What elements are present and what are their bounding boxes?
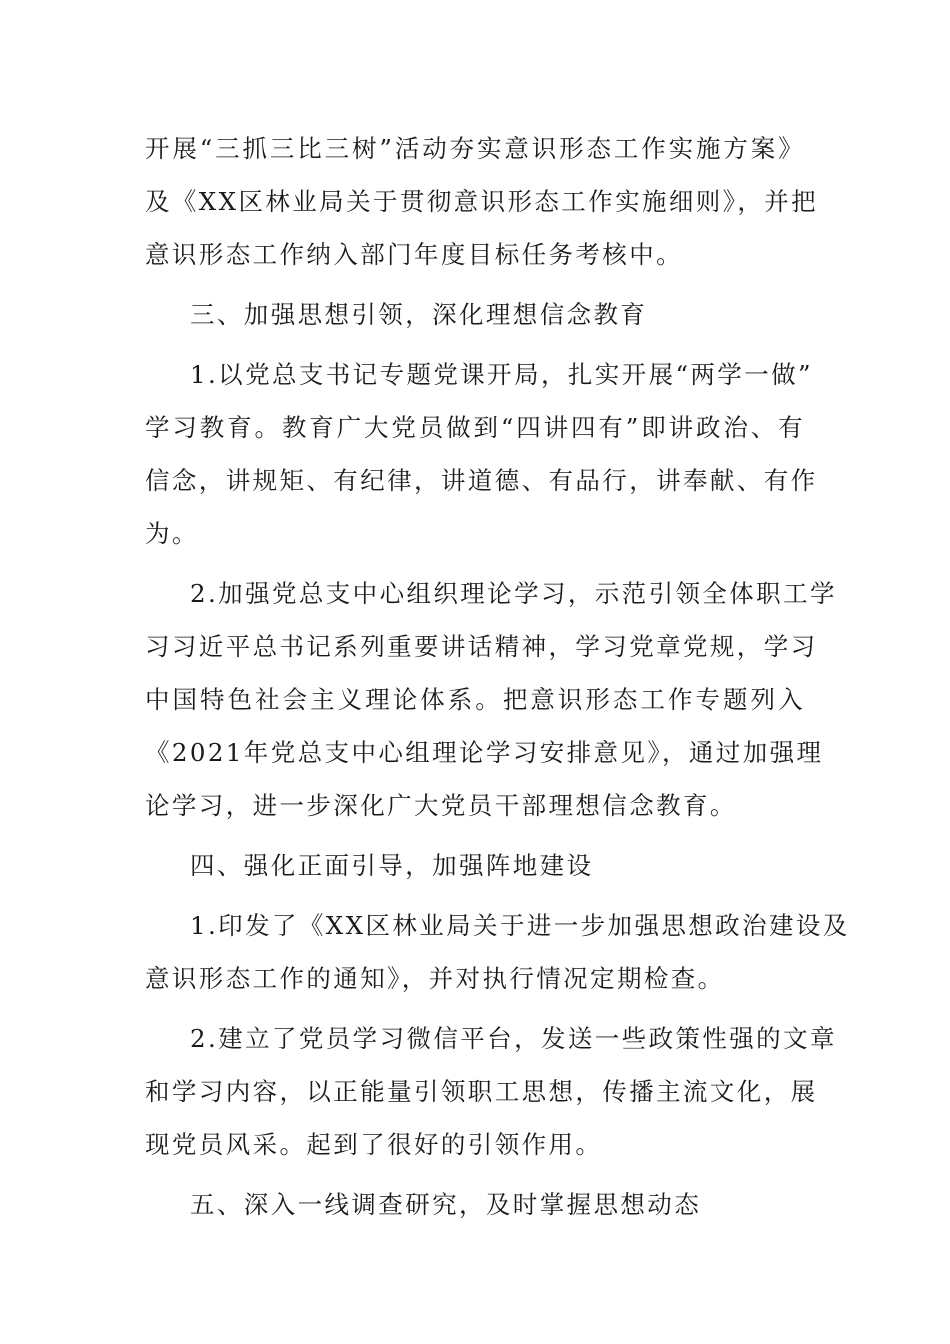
section-4-item-1 — [145, 899, 850, 1005]
text-line: 论学习，进一步深化广大党员干部理想信念教育。 — [145, 791, 737, 820]
text-line: 《2021年党总支中心组理论学习安排意见》，通过加强理 — [145, 738, 824, 767]
text-line: 2.建立了党员学习微信平台，发送一些政策性强的文章 — [190, 1024, 837, 1053]
text-line: 为。 — [145, 519, 199, 548]
section-4-item-2 — [145, 1012, 837, 1171]
text-line: 意识形态工作的通知》，并对执行情况定期检查。 — [145, 964, 725, 993]
section-3-item-2 — [145, 567, 837, 832]
section-heading-4: 四、强化正面引导，加强阵地建设 — [190, 851, 594, 880]
text-line: 和学习内容，以正能量引领职工思想，传播主流文化，展 — [145, 1077, 818, 1106]
section-heading-5: 五、深入一线调查研究，及时掌握思想动态 — [190, 1190, 702, 1219]
text-line: 现党员风采。起到了很好的引领作用。 — [145, 1130, 603, 1159]
text-line: 1.印发了《XX区林业局关于进一步加强思想政治建设及 — [190, 911, 850, 940]
text-line: 学习教育。教育广大党员做到“四讲四有”即讲政治、有 — [145, 413, 805, 442]
text-line: 意识形态工作纳入部门年度目标任务考核中。 — [145, 240, 683, 269]
document-body — [145, 122, 850, 1231]
text-line: 2.加强党总支中心组织理论学习，示范引领全体职工学 — [190, 579, 837, 608]
section-heading-3: 三、加强思想引领，深化理想信念教育 — [190, 300, 648, 329]
text-line: 中国特色社会主义理论体系。把意识形态工作专题列入 — [145, 685, 805, 714]
text-line: 信念，讲规矩、有纪律，讲道德、有品行，讲奉献、有作 — [145, 466, 818, 495]
text-line: 习习近平总书记系列重要讲话精神，学习党章党规，学习 — [145, 632, 818, 661]
intro-paragraph — [145, 122, 819, 281]
text-line: 开展“三抓三比三树”活动夯实意识形态工作实施方案》 — [145, 134, 805, 163]
text-line: 及《XX区林业局关于贯彻意识形态工作实施细则》，并把 — [145, 187, 819, 216]
section-3-item-1 — [145, 348, 818, 560]
text-line: 1.以党总支书记专题党课开局，扎实开展“两学一做” — [190, 360, 813, 389]
